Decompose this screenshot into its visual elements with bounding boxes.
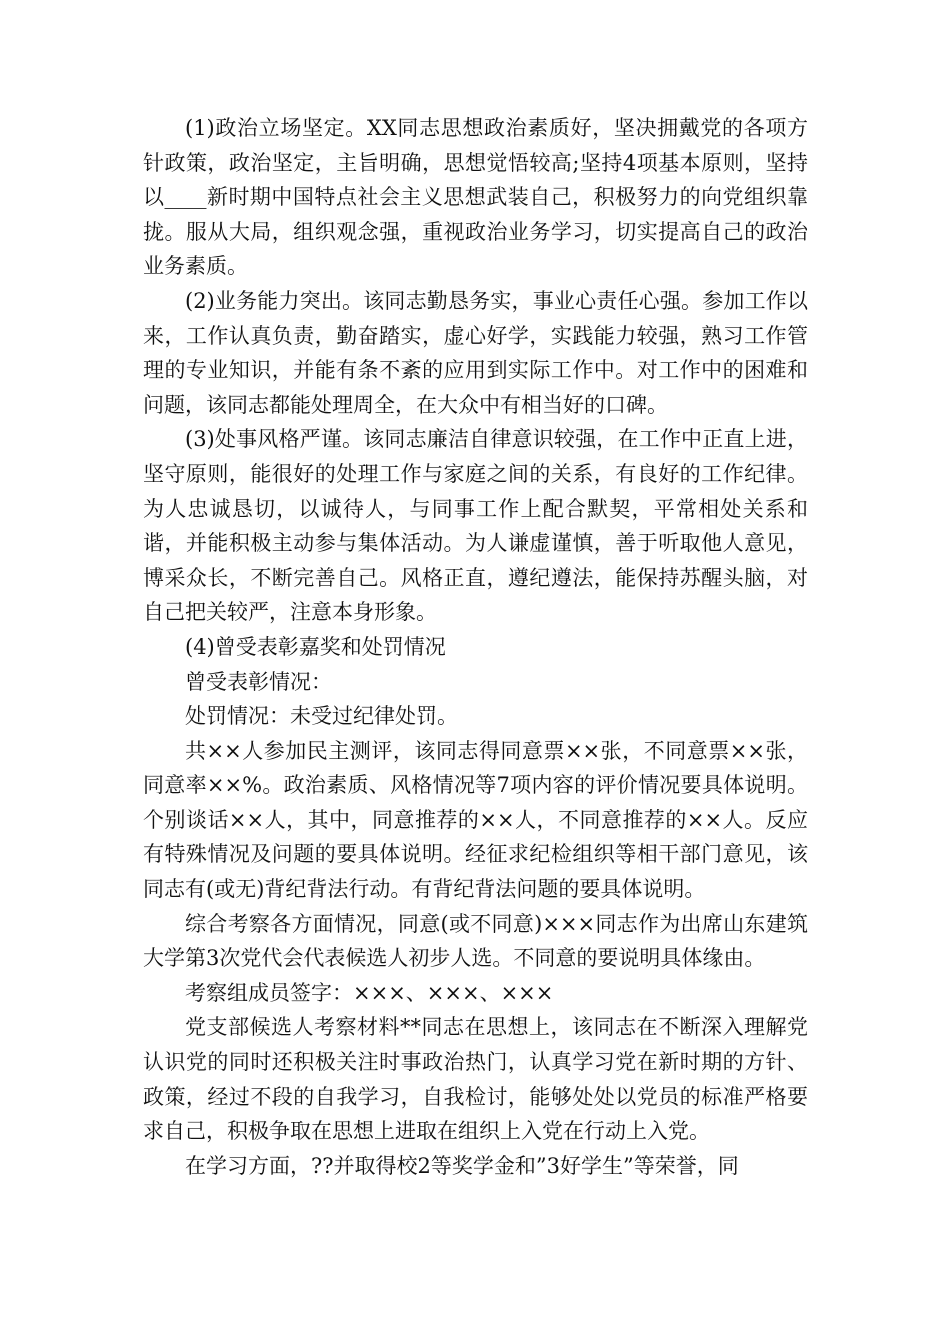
paragraph-political-stance: (1)政治立场坚定。XX同志思想政治素质好，坚决拥戴党的各项方针政策，政治坚定，主旨明确，思想觉悟较高;坚持4项基本原则，坚持以____新时期中国特点社会主义思想武装自己，积极努力的向党组织靠拢。服从大局，组织观念强，重视政治业务学习，切实提高自己的政治业务素质。 <box>143 116 808 279</box>
paragraph-work-style: (3)处事风格严谨。该同志廉洁自律意识较强，在工作中正直上进，坚守原则，能很好的处理工作与家庭之间的关系，有良好的工作纪律。为人忠诚恳切，以诚待人，与同事工作上配合默契，平常相处关系和谐，并能积极主动参与集体活动。为人谦虚谨慎，善于听取他人意见，博采众长，不断完善自己。风格正直，遵纪遵法，能保持苏醒头脑，对自己把关较严，注意本身形象。 <box>143 427 808 625</box>
paragraph-candidate-material: 党支部候选人考察材料**同志在思想上，该同志在不断深入理解党认识党的同时还积极关注时事政治热门，认真学习党在新时期的方针、政策，经过不段的自我学习，自我检讨，能够处处以党员的标准严格要求自己，积极争取在思想上进取在组织上入党在行动上入党。 <box>143 1015 808 1144</box>
paragraph-awards: 曾受表彰情况： <box>185 669 332 694</box>
paragraph-study: 在学习方面，??并取得校2等奖学金和”3好学生”等荣誉，同 <box>185 1153 739 1178</box>
paragraph-punishment: 处罚情况：未受过纪律处罚。 <box>185 704 458 729</box>
paragraph-conclusion: 综合考察各方面情况，同意(或不同意)×××同志作为出席山东建筑大学第3次党代会代表候选人初步人选。不同意的要说明具体缘由。 <box>143 911 808 971</box>
paragraph-work-ability: (2)业务能力突出。该同志勤恳务实，事业心责任心强。参加工作以来，工作认真负责，勤奋踏实，虚心好学，实践能力较强，熟习工作管理的专业知识，并能有条不紊的应用到实际工作中。对工作中的困难和问题，该同志都能处理周全，在大众中有相当好的口碑。 <box>143 288 808 417</box>
document-body <box>143 111 808 1183</box>
paragraph-evaluation: 共××人参加民主测评，该同志得同意票××张，不同意票××张，同意率××%。政治素质、风格情况等7项内容的评价情况要具体说明。个别谈话××人，其中，同意推荐的××人，不同意推荐的××人。反应有特殊情况及问题的要具体说明。经征求纪检组织等相干部门意见，该同志有(或无)背纪背法行动。有背纪背法问题的要具体说明。 <box>143 738 808 902</box>
paragraph-awards-heading: (4)曾受表彰嘉奖和处罚情况 <box>185 634 446 659</box>
paragraph-signatures: 考察组成员签字：×××、×××、××× <box>185 980 554 1005</box>
